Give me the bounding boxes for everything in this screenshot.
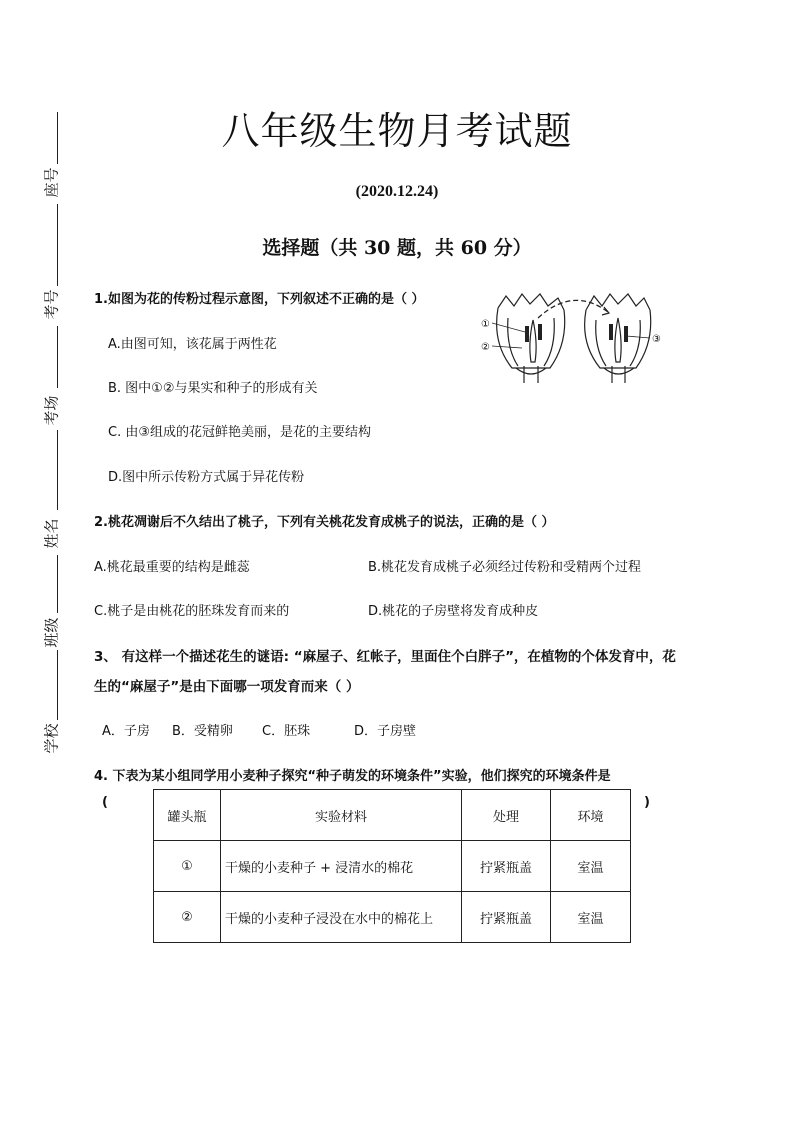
question-1-option-a: A.由图可知，该花属于两性花 — [108, 337, 277, 352]
question-1-option-b: B. 图中①②与果实和种子的形成有关 — [108, 381, 318, 396]
exam-number-label: 考号 — [42, 289, 61, 320]
page-title: 八年级生物月考试题 — [221, 109, 573, 153]
question-3-option-a: A．子房 — [102, 724, 150, 739]
table-cell-material: 干燥的小麦种子浸没在水中的棉花上 — [221, 892, 462, 943]
table-cell-environment: 室温 — [551, 892, 631, 943]
column-header-jar: 罐头瓶 — [154, 790, 221, 841]
name-label: 姓名 — [42, 518, 61, 549]
table-cell-material: 干燥的小麦种子 + 浸清水的棉花 — [221, 841, 462, 892]
question-4-paren-close: ) — [644, 795, 650, 810]
margin-line — [57, 555, 58, 613]
question-3-stem-line1: 3、 有这样一个描述花生的谜语: “麻屋子、红帐子，里面住个白胖子”，在植物的个体发育中，花 — [94, 649, 676, 665]
question-1-stem: 1.如图为花的传粉过程示意图，下列叙述不正确的是（ ） — [94, 292, 425, 307]
table-row — [154, 892, 631, 943]
class-label: 班级 — [42, 617, 61, 648]
column-header-treatment: 处理 — [462, 790, 551, 841]
question-3-stem-line2: 生的“麻屋子”是由下面哪一项发育而来（ ） — [94, 679, 360, 695]
table-cell-treatment: 拧紧瓶盖 — [462, 892, 551, 943]
margin-line — [57, 650, 58, 720]
figure-label-3: ③ — [652, 334, 661, 345]
table-cell-jar: ② — [154, 892, 221, 943]
section-heading: 选择题（共 30 题，共 60 分） — [262, 237, 532, 259]
experiment-table — [153, 789, 631, 943]
table-cell-jar: ① — [154, 841, 221, 892]
table-header-row — [154, 790, 631, 841]
question-4-stem: 4. 下表为某小组同学用小麦种子探究“种子萌发的环境条件”实验，他们探究的环境条件是 — [94, 769, 611, 784]
question-3-option-d: D．子房壁 — [354, 724, 417, 739]
table-cell-environment: 室温 — [551, 841, 631, 892]
question-1-option-d: D.图中所示传粉方式属于异花传粉 — [108, 470, 305, 485]
school-label: 学校 — [42, 723, 61, 754]
exam-date: (2020.12.24) — [355, 183, 439, 200]
table-row — [154, 841, 631, 892]
exam-room-label: 考场 — [42, 395, 61, 426]
question-3-option-c: C．胚珠 — [262, 724, 311, 739]
question-2-option-a: A.桃花最重要的结构是雌蕊 — [94, 560, 250, 575]
seat-number-label: 座号 — [42, 167, 61, 198]
figure-label-1: ① — [481, 319, 490, 330]
column-header-environment: 环境 — [551, 790, 631, 841]
margin-line — [57, 430, 58, 510]
flower-pollination-figure — [478, 288, 668, 388]
question-2-option-d: D.桃花的子房壁将发育成种皮 — [368, 604, 539, 619]
question-2-option-b: B.桃花发育成桃子必须经过传粉和受精两个过程 — [368, 560, 642, 575]
question-1-option-c: C. 由③组成的花冠鲜艳美丽，是花的主要结构 — [108, 425, 371, 440]
question-2-option-c: C.桃子是由桃花的胚珠发育而来的 — [94, 604, 290, 619]
table-cell-treatment: 拧紧瓶盖 — [462, 841, 551, 892]
figure-label-2: ② — [481, 342, 490, 353]
question-4-paren-open: ( — [102, 795, 108, 810]
question-2-stem: 2.桃花凋谢后不久结出了桃子，下列有关桃花发育成桃子的说法，正确的是（ ） — [94, 515, 555, 530]
margin-line — [57, 326, 58, 388]
question-3-option-b: B．受精卵 — [172, 724, 233, 739]
column-header-material: 实验材料 — [221, 790, 462, 841]
